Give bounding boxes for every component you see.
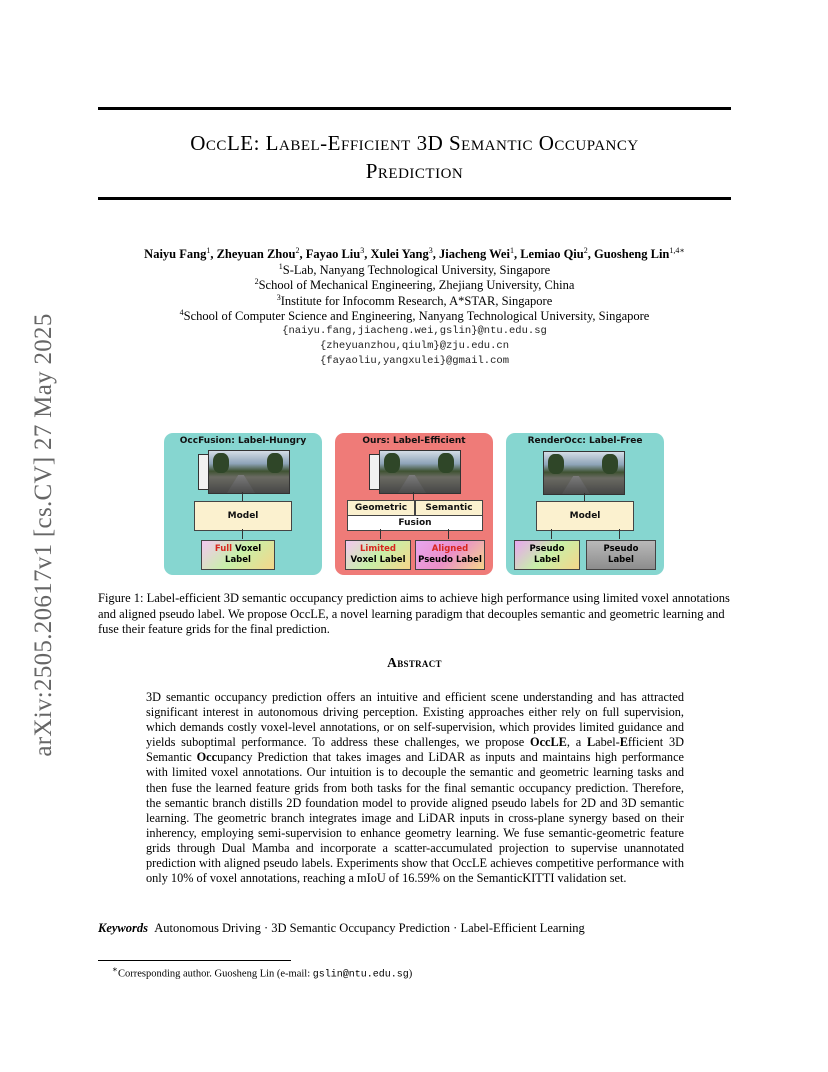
author: Xulei Yang$^3$ — [370, 246, 433, 262]
figure-panel-renderocc — [506, 433, 664, 575]
keywords-text: Autonomous Driving · 3D Semantic Occupancy Prediction · Label-Efficient Learning — [154, 921, 585, 935]
panel-title: RenderOcc: Label-Free — [527, 436, 643, 446]
driving-scene-image — [379, 450, 461, 494]
fusion-box: Fusion — [347, 515, 483, 531]
figure-panel-occfusion — [164, 433, 322, 575]
semantic-box: Semantic — [415, 500, 483, 516]
footnote-email[interactable]: gslin@ntu.edu.sg — [312, 969, 409, 981]
author: Lemiao Qiu$^2$ — [520, 246, 588, 262]
keywords-label: Keywords — [98, 921, 148, 935]
arrow-icon — [619, 529, 620, 539]
affiliation: $^3$Institute for Infocomm Research, A*STAR, Singapore — [276, 293, 553, 309]
arrow-icon — [380, 529, 381, 539]
arrow-icon — [551, 529, 552, 539]
title-bottom-rule — [98, 197, 731, 200]
arrow-icon — [242, 529, 243, 539]
email-line[interactable]: {fayaoliu,yangxulei}@gmail.com — [319, 355, 510, 367]
figure-caption: Figure 1: Label-efficient 3D semantic occupancy prediction aims to achieve high performance using limited voxel annotations and aligned pseudo label. We propose OccLE, a novel learning paradigm that decouples semantic and geometric learning and fuse their feature grids for the final prediction. — [98, 591, 730, 636]
email-line[interactable]: {naiyu.fang,jiacheng.wei,gslin}@ntu.edu.sg — [282, 325, 547, 337]
author: Guosheng Lin$^{1,4∗}$ — [593, 246, 685, 262]
footnote: ∗Corresponding author. Guosheng Lin (e-mail: gslin@ntu.edu.sg) — [112, 964, 413, 981]
arrow-icon — [448, 529, 449, 539]
arrow-icon — [413, 492, 414, 500]
pseudo-depth-label-box: Pseudo Label — [586, 540, 656, 570]
footnote-rule — [98, 960, 291, 961]
arrow-icon — [242, 492, 243, 501]
arrow-icon — [584, 493, 585, 501]
author: Naiyu Fang$^1$ — [144, 246, 211, 262]
panel-title: Ours: Label-Efficient — [362, 436, 466, 446]
author-list: Naiyu Fang$^1$, Zheyuan Zhou$^2$, Fayao Liu$^3$, Xulei Yang$^3$, Jiacheng Wei$^1$, Lemiao Qiu$^2$, Guosheng Lin$^{1,4∗}$ — [144, 246, 685, 262]
driving-scene-image — [543, 451, 625, 495]
arxiv-stamp: arXiv:2505.20617v1 [cs.CV] 27 May 2025 — [30, 313, 57, 757]
affiliation: $^2$School of Mechanical Engineering, Zhejiang University, China — [254, 277, 575, 293]
abstract-body: 3D semantic occupancy prediction offers an intuitive and efficient scene understanding and has attracted significant interest in autonomous driving perception. Existing approaches either rely on full supervision, which demands costly voxel-level annotations, or on self-supervision, which provides limited guidance and yields suboptimal performance. To address these challenges, we propose OccLE, a Label-Efficient 3D Semantic Occupancy Prediction that takes images and LiDAR as inputs and maintains high performance with limited voxel annotations. Our intuition is to decouple the semantic and geometric learning tasks and then fuse the learned feature grids from both tasks for the final semantic occupancy prediction. Therefore, the semantic branch distills 2D foundation model to provide aligned pseudo labels for 2D and 3D semantic learning. The geometric branch integrates image and LiDAR inputs in cross-plane synergy based on their inherency, employing semi-supervision to enhance geometry learning. We fuse semantic-geometric feature grids through Dual Mamba and incorporate a scatter-accumulated projection to supervise unannotated prediction with aligned pseudo labels. Experiments show that OccLE achieves competitive performance with only 10% of voxel annotations, reaching a mIoU of 16.59% on the SemanticKITTI validation set. — [146, 690, 684, 886]
affiliation: $^4$School of Computer Science and Engineering, Nanyang Technological University, Singapore — [179, 308, 650, 324]
author: Zheyuan Zhou$^2$ — [216, 246, 300, 262]
affiliation: $^1$S-Lab, Nanyang Technological University, Singapore — [278, 262, 551, 278]
voxel-label-box: Full Voxel Label — [201, 540, 275, 570]
paper-title-line2: Prediction — [365, 159, 464, 183]
driving-scene-image — [208, 450, 290, 494]
model-box: Model — [194, 501, 292, 531]
author: Fayao Liu$^3$ — [305, 246, 365, 262]
model-box: Model — [536, 501, 634, 531]
panel-title: OccFusion: Label-Hungry — [179, 436, 307, 446]
figure-panel-ours — [335, 433, 493, 575]
geometric-box: Geometric — [347, 500, 415, 516]
keywords — [98, 921, 585, 936]
author: Jiacheng Wei$^1$ — [438, 246, 514, 262]
abstract-heading: Abstract — [387, 655, 442, 670]
pseudo-label-box: Pseudo Label — [514, 540, 580, 570]
paper-title-line1: OccLE: Label-Efficient 3D Semantic Occupancy — [190, 131, 639, 155]
email-line[interactable]: {zheyuanzhou,qiulm}@zju.edu.cn — [319, 340, 510, 352]
aligned-pseudo-label-box: Aligned Pseudo Label — [415, 540, 485, 570]
limited-voxel-label-box: Limited Voxel Label — [345, 540, 411, 570]
title-top-rule — [98, 107, 731, 110]
